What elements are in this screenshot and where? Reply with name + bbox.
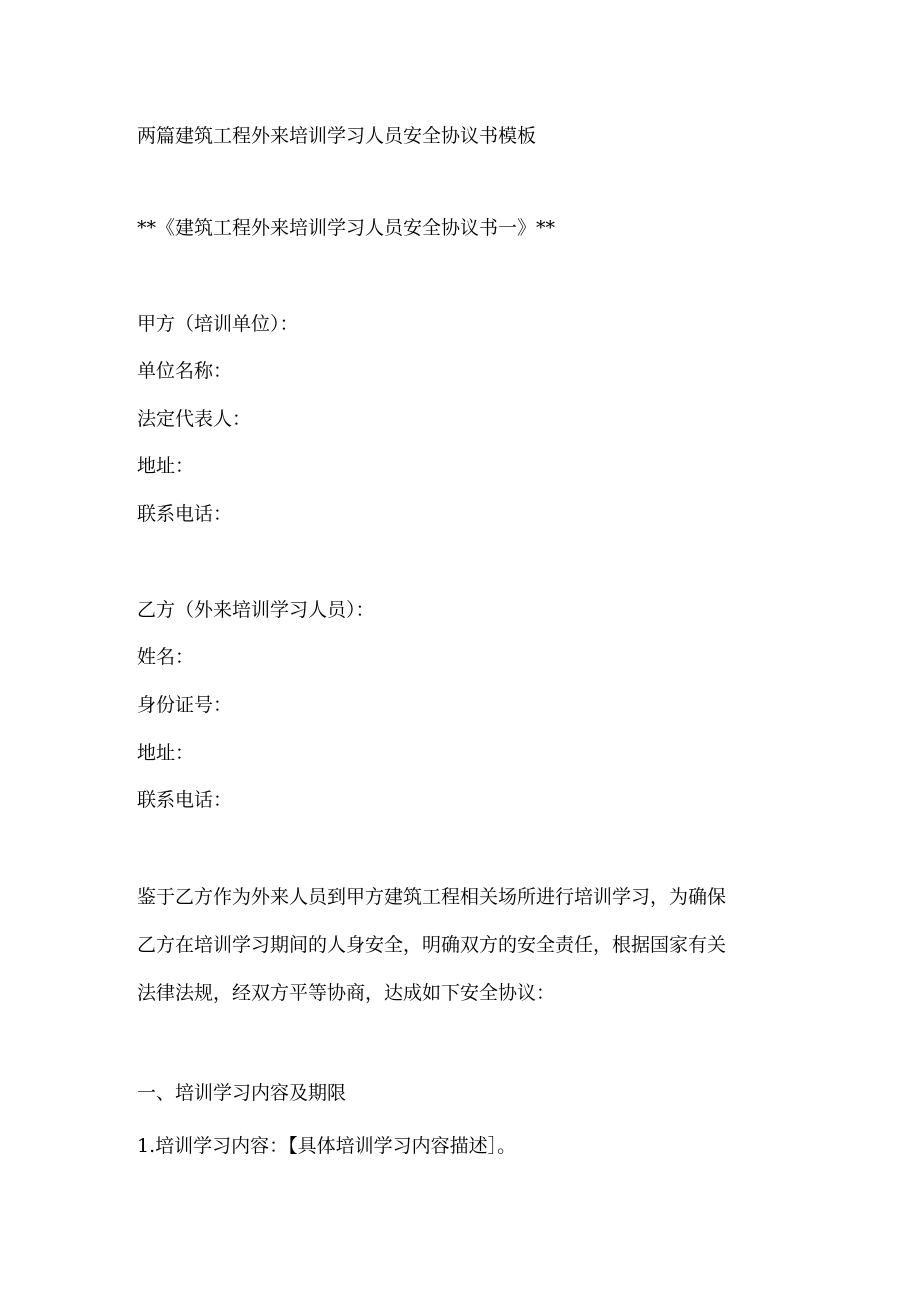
- section-heading: 一、培训学习内容及期限: [137, 1082, 347, 1104]
- preamble-line: 鉴于乙方作为外来人员到甲方建筑工程相关场所进行培训学习，为确保: [137, 886, 727, 908]
- party-b-field-name: 姓名：: [137, 646, 195, 668]
- agreement-heading: **《建筑工程外来培训学习人员安全协议书一》**: [137, 217, 556, 239]
- preamble-line: 法律法规，经双方平等协商，达成如下安全协议：: [137, 982, 556, 1004]
- section-item: 1.培训学习内容：【具体培训学习内容描述］。: [137, 1135, 517, 1157]
- document-title: 两篇建筑工程外来培训学习人员安全协议书模板: [137, 125, 537, 147]
- party-a-field-address: 地址：: [137, 455, 195, 477]
- party-b-field-id-number: 身份证号：: [137, 694, 233, 716]
- preamble-line: 乙方在培训学习期间的人身安全，明确双方的安全责任，根据国家有关: [137, 934, 727, 956]
- party-a-heading: 甲方（培训单位）：: [137, 313, 299, 335]
- party-b-heading: 乙方（外来培训学习人员）：: [137, 599, 375, 621]
- party-a-field-legal-rep: 法定代表人：: [137, 408, 252, 430]
- party-b-field-address: 地址：: [137, 742, 195, 764]
- party-a-field-phone: 联系电话：: [137, 503, 233, 525]
- party-a-field-company-name: 单位名称：: [137, 360, 233, 382]
- party-b-field-phone: 联系电话：: [137, 789, 233, 811]
